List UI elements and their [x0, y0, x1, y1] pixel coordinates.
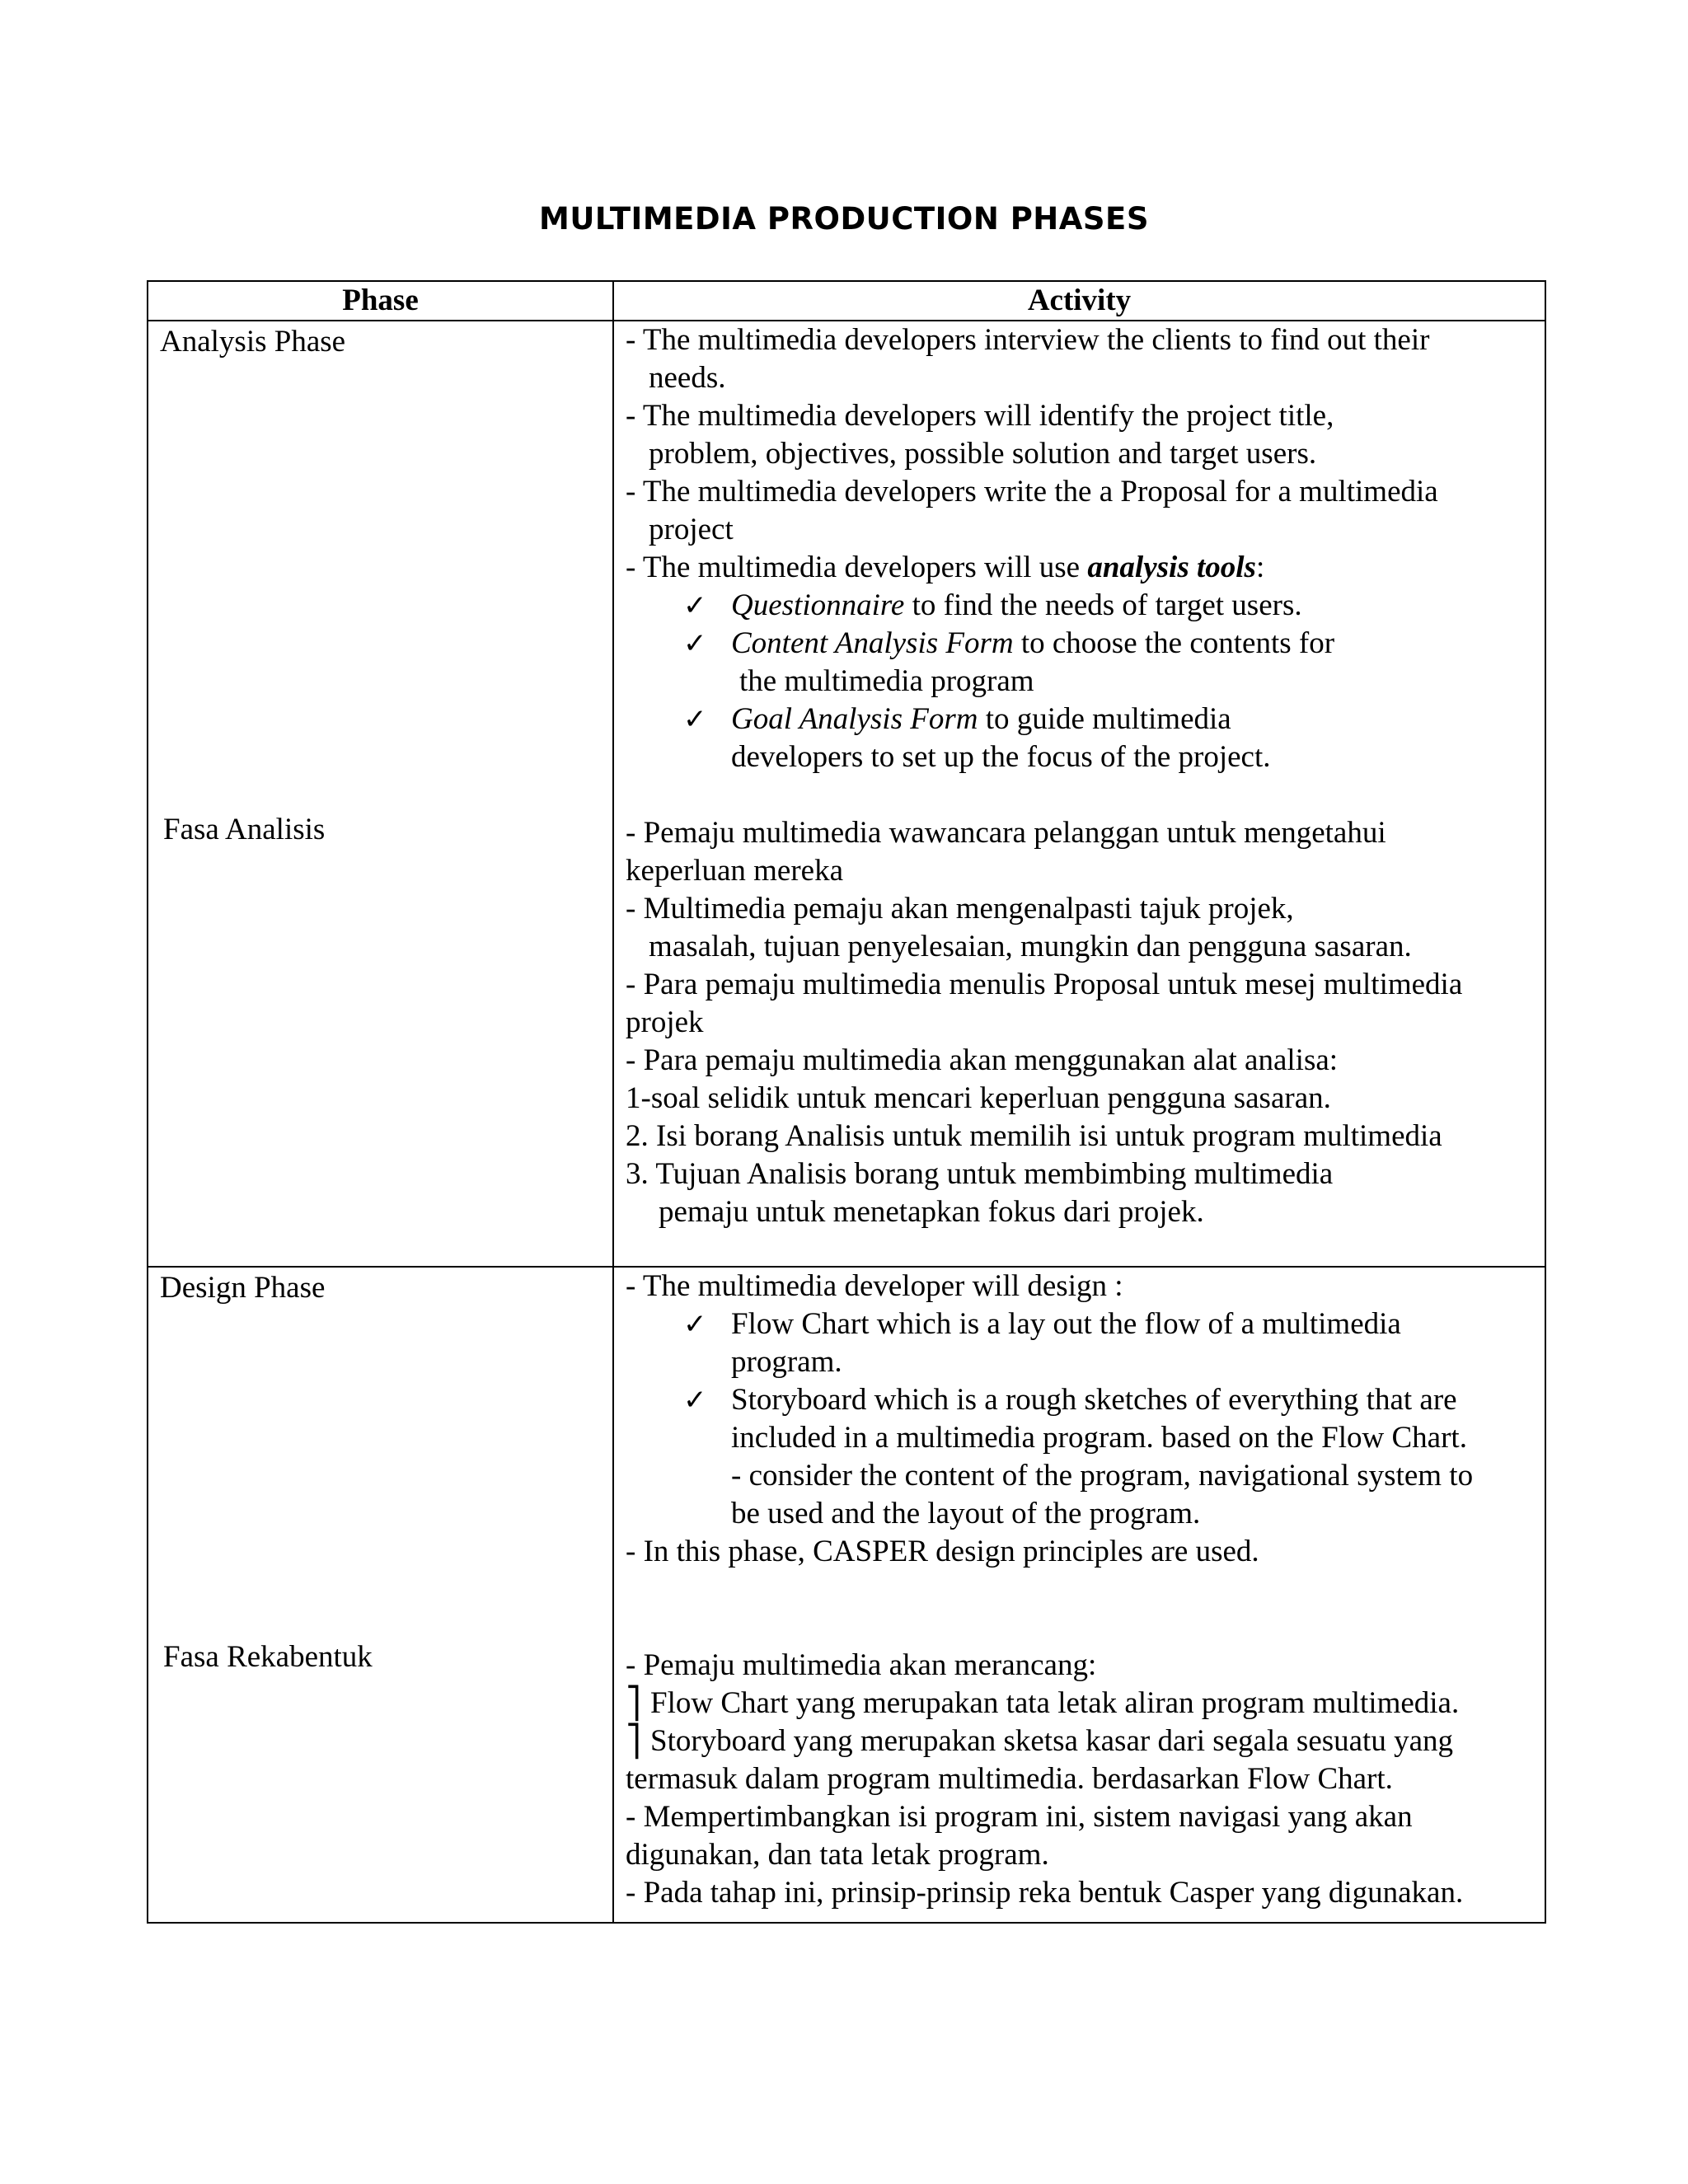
- phase-name-en: Analysis Phase: [160, 325, 346, 359]
- text-line: projek: [626, 1005, 704, 1039]
- text-run: Flow Chart yang merupakan tata letak aliran program multimedia.: [650, 1686, 1460, 1720]
- text-run: Flow Chart which is a lay out the flow of a multimedia: [731, 1307, 1401, 1341]
- text-run: Storyboard yang merupakan sketsa kasar dari segala sesuatu yang: [650, 1724, 1454, 1758]
- tool-name: Questionnaire: [731, 588, 905, 622]
- text-line: - Pada tahap ini, prinsip-prinsip reka bentuk Casper yang digunakan.: [626, 1876, 1464, 1910]
- checkmark-icon: ✓: [683, 703, 707, 736]
- table-header-row: [148, 281, 1545, 321]
- table-row: [148, 1267, 1545, 1923]
- text-line: - The multimedia developers interview the clients to find out their: [626, 323, 1430, 357]
- checkmark-icon: ✓: [683, 1308, 707, 1341]
- text-run: to find the needs of target users.: [904, 588, 1302, 622]
- bracket-icon: ⎤: [626, 1723, 641, 1759]
- checklist-item: [626, 1381, 1533, 1419]
- phase-name-ms: Fasa Analisis: [163, 813, 326, 846]
- text-run: to choose the contents for: [1013, 626, 1335, 660]
- bracket-item: [626, 1685, 1533, 1722]
- phase-column-header: Phase: [148, 281, 613, 321]
- bracket-item: [626, 1722, 1533, 1760]
- phases-table: [147, 280, 1546, 1924]
- text-line: keperluan mereka: [626, 854, 843, 888]
- text-run: :: [1255, 551, 1265, 584]
- activity-column-header: Activity: [613, 281, 1545, 321]
- tool-name: Goal Analysis Form: [731, 702, 978, 736]
- text-line: - The multimedia developers will identify the project title,: [626, 399, 1334, 433]
- checklist-item: [626, 625, 1533, 663]
- text-line: - Pemaju multimedia akan merancang:: [626, 1648, 1097, 1682]
- text-line: pemaju untuk menetapkan fokus dari projek.: [659, 1195, 1204, 1229]
- activity-cell-design: [613, 1267, 1545, 1923]
- table-row: [148, 321, 1545, 1267]
- text-run: - The multimedia developers will use: [626, 551, 1088, 584]
- phase-cell-analysis: [148, 321, 613, 1267]
- text-line: problem, objectives, possible solution and target users.: [649, 437, 1317, 471]
- phase-name-ms: Fasa Rekabentuk: [163, 1640, 373, 1674]
- activity-ms: [626, 1647, 1533, 1912]
- checkmark-icon: ✓: [683, 1384, 707, 1417]
- emphasis-text: analysis tools: [1087, 551, 1256, 584]
- text-line: - In this phase, CASPER design principles are used.: [626, 1535, 1259, 1568]
- spacer: [626, 776, 1533, 814]
- text-line: project: [649, 513, 734, 546]
- bracket-icon: ⎤: [626, 1685, 641, 1721]
- text-line: [626, 549, 1533, 587]
- spacer: [626, 1571, 1533, 1647]
- text-run: to guide multimedia: [978, 702, 1231, 736]
- activity-cell-analysis: [613, 321, 1545, 1267]
- activity-ms: [626, 814, 1533, 1231]
- text-line: - Multimedia pemaju akan mengenalpasti tajuk projek,: [626, 892, 1294, 926]
- page-title: MULTIMEDIA PRODUCTION PHASES: [539, 201, 1149, 237]
- text-run: Storyboard which is a rough sketches of everything that are: [731, 1383, 1457, 1417]
- text-line: - Mempertimbangkan isi program ini, sistem navigasi yang akan: [626, 1800, 1413, 1834]
- checklist-item: [626, 701, 1533, 738]
- text-line: digunakan, dan tata letak program.: [626, 1838, 1049, 1872]
- text-line: - Para pemaju multimedia menulis Proposal untuk mesej multimedia: [626, 968, 1463, 1001]
- text-line: included in a multimedia program. based on the Flow Chart.: [731, 1421, 1467, 1455]
- text-line: 1-soal selidik untuk mencari keperluan pengguna sasaran.: [626, 1081, 1331, 1115]
- text-line: program.: [731, 1345, 842, 1379]
- text-line: 2. Isi borang Analisis untuk memilih isi untuk program multimedia: [626, 1119, 1442, 1153]
- text-line: needs.: [649, 361, 726, 395]
- text-line: - Pemaju multimedia wawancara pelanggan untuk mengetahui: [626, 816, 1386, 850]
- text-line: the multimedia program: [739, 664, 1034, 698]
- text-line: 3. Tujuan Analisis borang untuk membimbing multimedia: [626, 1157, 1334, 1191]
- text-line: termasuk dalam program multimedia. berdasarkan Flow Chart.: [626, 1762, 1393, 1796]
- checkmark-icon: ✓: [683, 627, 707, 660]
- text-line: - consider the content of the program, navigational system to: [731, 1459, 1474, 1493]
- text-line: developers to set up the focus of the project.: [731, 740, 1271, 774]
- text-line: - The multimedia developers write the a Proposal for a multimedia: [626, 475, 1438, 509]
- activity-en: [626, 1268, 1533, 1571]
- tool-name: Content Analysis Form: [731, 626, 1014, 660]
- activity-en: [626, 321, 1533, 776]
- checkmark-icon: ✓: [683, 589, 707, 622]
- text-line: be used and the layout of the program.: [731, 1497, 1201, 1530]
- text-line: - Para pemaju multimedia akan menggunakan alat analisa:: [626, 1043, 1339, 1077]
- text-line: - The multimedia developer will design :: [626, 1269, 1123, 1303]
- phase-name-en: Design Phase: [160, 1271, 326, 1305]
- text-line: masalah, tujuan penyelesaian, mungkin dan pengguna sasaran.: [649, 930, 1412, 963]
- phase-cell-design: [148, 1267, 613, 1923]
- checklist-item: [626, 587, 1533, 625]
- checklist-item: [626, 1305, 1533, 1343]
